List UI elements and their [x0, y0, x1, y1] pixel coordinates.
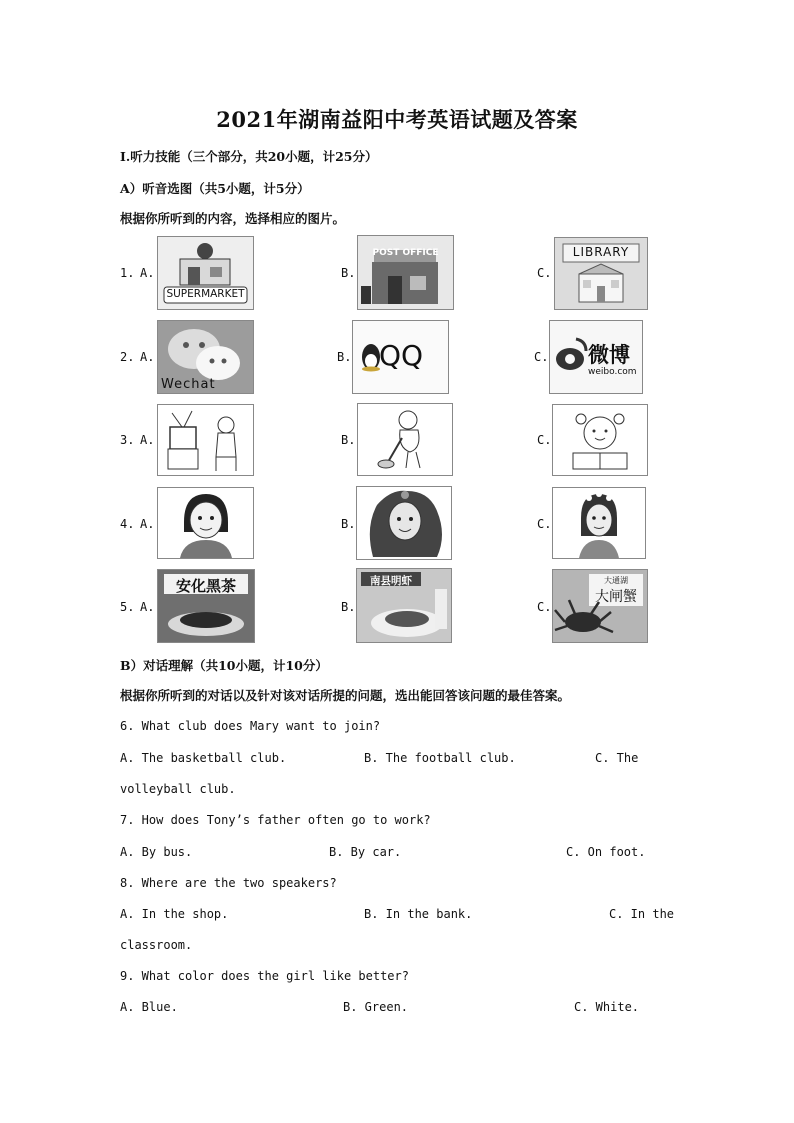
girl-reading-icon — [553, 405, 647, 475]
library-image[interactable] — [554, 237, 648, 310]
option-c-continued: classroom. — [120, 938, 193, 952]
option-c[interactable]: C. In the — [609, 907, 675, 921]
image-subcaption: weibo.com — [588, 367, 637, 377]
image-caption: 南县明虾 — [370, 575, 412, 587]
option-letter: A. — [140, 517, 155, 531]
option-a[interactable]: A. By bus. — [120, 845, 193, 859]
option-letter: C. — [537, 266, 552, 280]
option-letter: B. — [341, 266, 356, 280]
question-text: 9. What color does the girl like better? — [120, 969, 409, 983]
image-caption: QQ — [379, 339, 424, 372]
option-c[interactable]: C. The — [595, 751, 639, 765]
option-letter: A. — [140, 350, 155, 364]
image-caption: 微博 — [588, 343, 630, 367]
option-letter: B. — [341, 600, 356, 614]
boy-sweeping-icon — [358, 404, 452, 475]
question-number: 1. — [120, 266, 135, 280]
option-letter: B. — [341, 433, 356, 447]
question-text: 8. Where are the two speakers? — [120, 876, 337, 890]
option-b[interactable]: B. The football club. — [364, 751, 516, 765]
part-b-instruction: 根据你所听到的对话以及针对该对话所提的问题，选出能回答该问题的最佳答案。 — [120, 688, 571, 703]
part-b-heading: B）对话理解（共10小题，计10分） — [120, 658, 328, 673]
short-hair-girl-icon — [158, 488, 253, 558]
part-a-heading: A）听音选图（共5小题，计5分） — [120, 181, 310, 196]
option-b[interactable]: B. Green. — [343, 1000, 409, 1014]
question-number: 3. — [120, 433, 135, 447]
image-caption: 大闸蟹 — [595, 589, 637, 605]
tv-and-girl-icon — [158, 405, 253, 475]
option-letter: B. — [337, 350, 352, 364]
option-c[interactable]: C. White. — [574, 1000, 640, 1014]
bun-hair-girl-image[interactable] — [552, 487, 646, 559]
post-office-image[interactable] — [357, 235, 454, 310]
option-c-continued: volleyball club. — [120, 782, 236, 796]
part-a-instruction: 根据你所听到的内容，选择相应的图片。 — [120, 211, 346, 226]
question-number: 5. — [120, 600, 135, 614]
nanxian-shrimp-image[interactable] — [356, 568, 452, 643]
option-c[interactable]: C. On foot. — [566, 845, 646, 859]
image-caption: Wechat — [161, 377, 216, 392]
sweeping-image[interactable] — [357, 403, 453, 476]
option-letter: C. — [537, 600, 552, 614]
option-letter: A. — [140, 433, 155, 447]
qq-image[interactable] — [352, 320, 449, 394]
reading-image[interactable] — [552, 404, 648, 476]
page-title: 2021年湖南益阳中考英语试题及答案 — [216, 107, 578, 132]
question-number: 2. — [120, 350, 135, 364]
hairy-crab-image[interactable] — [552, 569, 648, 643]
watching-tv-image[interactable] — [157, 404, 254, 476]
question-text: 6. What club does Mary want to join? — [120, 719, 381, 733]
option-b[interactable]: B. In the bank. — [364, 907, 473, 921]
question-number: 4. — [120, 517, 135, 531]
option-letter: C. — [534, 350, 549, 364]
supermarket-image[interactable] — [157, 236, 254, 310]
option-letter: A. — [140, 600, 155, 614]
option-letter: A. — [140, 266, 155, 280]
image-caption: LIBRARY — [572, 245, 630, 259]
post-office-icon — [358, 236, 453, 309]
question-text: 7. How does Tony’s father often go to work? — [120, 813, 431, 827]
option-a[interactable]: A. In the shop. — [120, 907, 229, 921]
anhua-dark-tea-image[interactable] — [157, 569, 255, 643]
curly-hair-girl-image[interactable] — [356, 486, 452, 560]
option-letter: C. — [537, 433, 552, 447]
image-caption: 安化黑茶 — [175, 577, 236, 595]
option-a[interactable]: A. Blue. — [120, 1000, 178, 1014]
bun-hair-girl-icon — [553, 488, 645, 558]
section-heading: I.听力技能（三个部分，共20小题，计25分） — [120, 149, 378, 164]
weibo-image[interactable] — [549, 320, 643, 394]
wechat-image[interactable] — [157, 320, 254, 394]
image-caption: POST OFFICE — [372, 248, 439, 258]
curly-hair-girl-icon — [357, 487, 451, 559]
option-letter: C. — [537, 517, 552, 531]
option-letter: B. — [341, 517, 356, 531]
short-hair-girl-image[interactable] — [157, 487, 254, 559]
option-a[interactable]: A. The basketball club. — [120, 751, 287, 765]
image-subcaption: 大通湖 — [604, 576, 628, 585]
image-caption: SUPERMARKET — [166, 288, 245, 300]
option-b[interactable]: B. By car. — [329, 845, 402, 859]
